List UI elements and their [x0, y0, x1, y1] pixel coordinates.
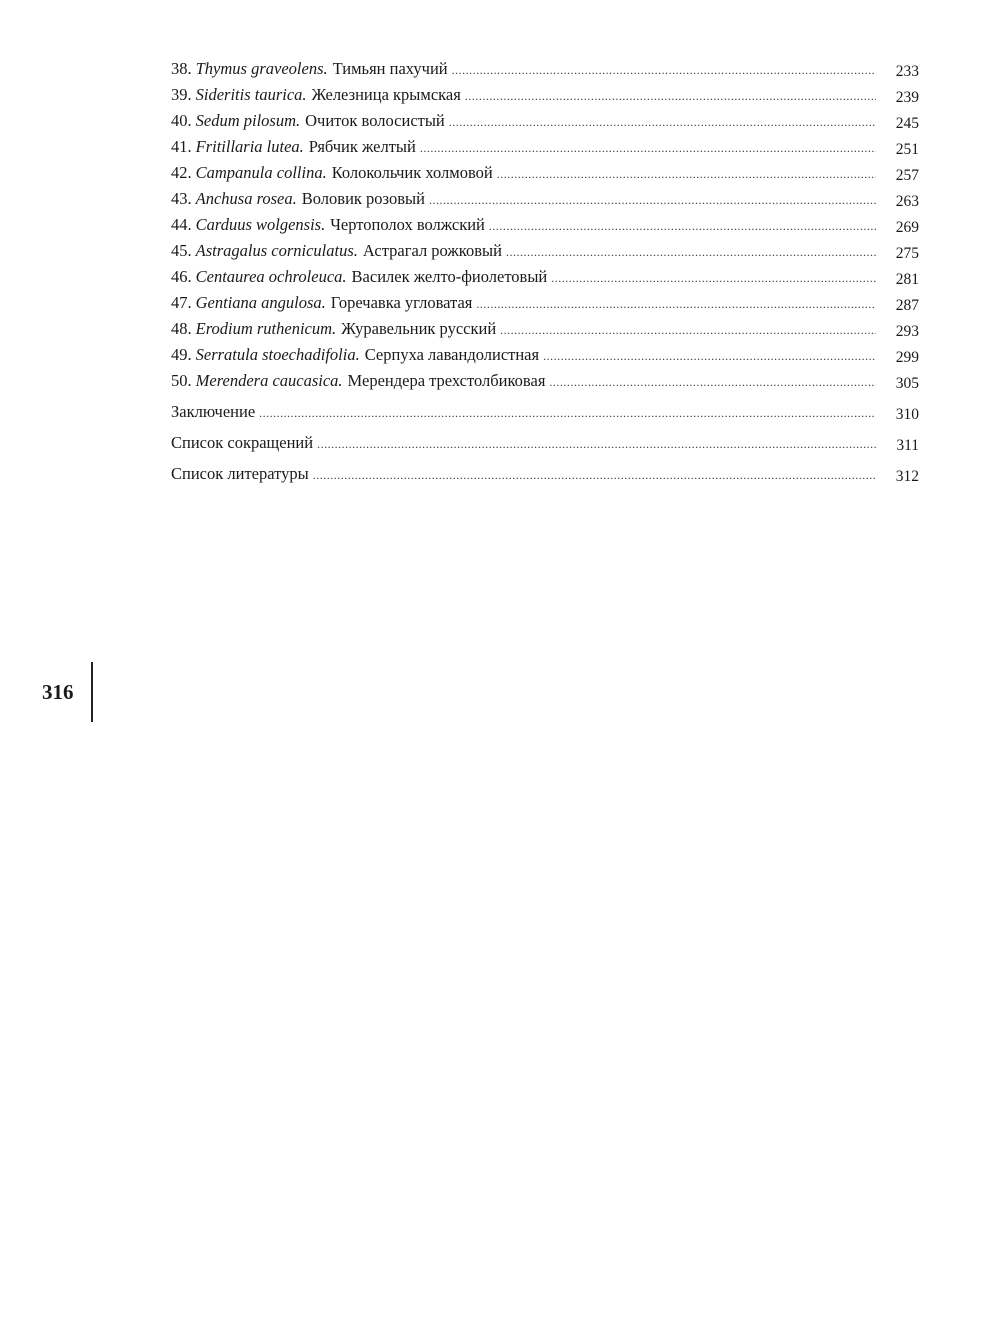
entry-number: 44.	[171, 215, 192, 234]
toc-entry[interactable]	[171, 261, 919, 287]
entry-latin-name: Erodium ruthenicum.	[195, 319, 337, 338]
entry-number: 46.	[171, 267, 192, 286]
toc-entry[interactable]	[171, 365, 919, 391]
toc-entry[interactable]	[171, 131, 919, 157]
section-title: Список сокращений	[171, 433, 314, 452]
entry-number: 50.	[171, 371, 192, 390]
entry-russian-name: Серпуха лавандолистная	[364, 345, 540, 364]
toc-section-conclusion[interactable]	[171, 396, 919, 422]
entry-russian-name: Колокольчик холмовой	[331, 163, 493, 182]
toc-section-abbreviations[interactable]	[171, 427, 919, 453]
toc-entry-text	[171, 215, 485, 235]
entry-latin-name: Gentiana angulosa.	[195, 293, 326, 312]
entry-page-number: 287	[895, 297, 919, 314]
toc-entry-text	[171, 189, 425, 209]
toc-entry-text	[171, 137, 416, 157]
entry-latin-name: Sideritis taurica.	[195, 85, 307, 104]
entry-page-number: 299	[895, 349, 919, 366]
dot-leader	[476, 295, 875, 313]
dot-leader	[465, 87, 876, 105]
toc-entry[interactable]	[171, 183, 919, 209]
toc-entry[interactable]	[171, 313, 919, 339]
toc-entry[interactable]	[171, 235, 919, 261]
entry-russian-name: Журавельник русский	[341, 319, 497, 338]
entry-page-number: 245	[895, 115, 919, 132]
table-of-contents	[171, 53, 919, 484]
entry-russian-name: Тимьян пахучий	[332, 59, 448, 78]
dot-leader	[429, 191, 876, 209]
entry-russian-name: Горечавка угловатая	[330, 293, 473, 312]
entry-page-number: 275	[895, 245, 919, 262]
dot-leader	[506, 243, 876, 261]
entry-latin-name: Fritillaria lutea.	[195, 137, 304, 156]
section-page-number: 311	[896, 437, 919, 454]
entry-number: 39.	[171, 85, 192, 104]
page-number-divider	[91, 662, 93, 722]
entry-russian-name: Чертополох волжский	[330, 215, 485, 234]
entry-latin-name: Centaurea ochroleuca.	[195, 267, 347, 286]
entry-number: 48.	[171, 319, 192, 338]
entry-number: 41.	[171, 137, 192, 156]
entry-page-number: 251	[895, 141, 919, 158]
entry-page-number: 239	[895, 89, 919, 106]
entry-latin-name: Campanula collina.	[195, 163, 327, 182]
toc-entry[interactable]	[171, 105, 919, 131]
entry-number: 49.	[171, 345, 192, 364]
entry-russian-name: Железница крымская	[311, 85, 461, 104]
section-page-number: 312	[895, 468, 919, 485]
entry-number: 45.	[171, 241, 192, 260]
entry-latin-name: Thymus graveolens.	[195, 59, 328, 78]
dot-leader	[549, 373, 875, 391]
entry-number: 42.	[171, 163, 192, 182]
toc-entry[interactable]	[171, 339, 919, 365]
entry-latin-name: Merendera caucasica.	[195, 371, 343, 390]
dot-leader	[449, 113, 876, 131]
dot-leader	[452, 61, 876, 79]
toc-entry-text	[171, 371, 545, 391]
entry-latin-name: Astragalus corniculatus.	[195, 241, 358, 260]
toc-entry-text	[171, 319, 496, 339]
dot-leader	[551, 269, 875, 287]
entry-number: 40.	[171, 111, 192, 130]
section-title: Заключение	[171, 402, 256, 421]
section-title: Список литературы	[171, 464, 309, 483]
toc-section-references[interactable]	[171, 458, 919, 484]
dot-leader	[500, 321, 876, 339]
dot-leader	[489, 217, 876, 235]
dot-leader	[259, 404, 876, 422]
entry-page-number: 257	[895, 167, 919, 184]
toc-entry-text	[171, 85, 461, 105]
entry-page-number: 233	[895, 63, 919, 80]
entry-russian-name: Василек желто-фиолетовый	[351, 267, 548, 286]
entry-number: 43.	[171, 189, 192, 208]
section-page-number: 310	[895, 406, 919, 423]
toc-entry-text	[171, 163, 493, 183]
toc-entry[interactable]	[171, 53, 919, 79]
dot-leader	[420, 139, 876, 157]
entry-latin-name: Sedum pilosum.	[195, 111, 301, 130]
toc-entry-text	[171, 111, 445, 131]
entry-russian-name: Рябчик желтый	[308, 137, 416, 156]
entry-latin-name: Carduus wolgensis.	[195, 215, 326, 234]
dot-leader	[313, 466, 876, 484]
toc-entry-text	[171, 267, 547, 287]
toc-entry[interactable]	[171, 287, 919, 313]
dot-leader	[497, 165, 876, 183]
toc-entry-text	[171, 59, 448, 79]
entry-page-number: 281	[895, 271, 919, 288]
entry-russian-name: Воловик розовый	[301, 189, 425, 208]
toc-entry-text	[171, 345, 539, 365]
entry-latin-name: Serratula stoechadifolia.	[195, 345, 360, 364]
entry-russian-name: Мерендера трехстолбиковая	[347, 371, 546, 390]
toc-entry-text	[171, 241, 502, 261]
entry-page-number: 305	[895, 375, 919, 392]
toc-entry[interactable]	[171, 209, 919, 235]
entry-russian-name: Астрагал рожковый	[362, 241, 502, 260]
entry-page-number: 269	[895, 219, 919, 236]
entry-page-number: 263	[895, 193, 919, 210]
entry-russian-name: Очиток волосистый	[305, 111, 445, 130]
entry-number: 47.	[171, 293, 192, 312]
toc-entry-text	[171, 293, 472, 313]
entry-page-number: 293	[895, 323, 919, 340]
page-number: 316	[42, 680, 74, 704]
entry-number: 38.	[171, 59, 192, 78]
toc-entry[interactable]	[171, 157, 919, 183]
toc-entry[interactable]	[171, 79, 919, 105]
entry-latin-name: Anchusa rosea.	[195, 189, 297, 208]
dot-leader	[543, 347, 876, 365]
dot-leader	[317, 435, 876, 453]
